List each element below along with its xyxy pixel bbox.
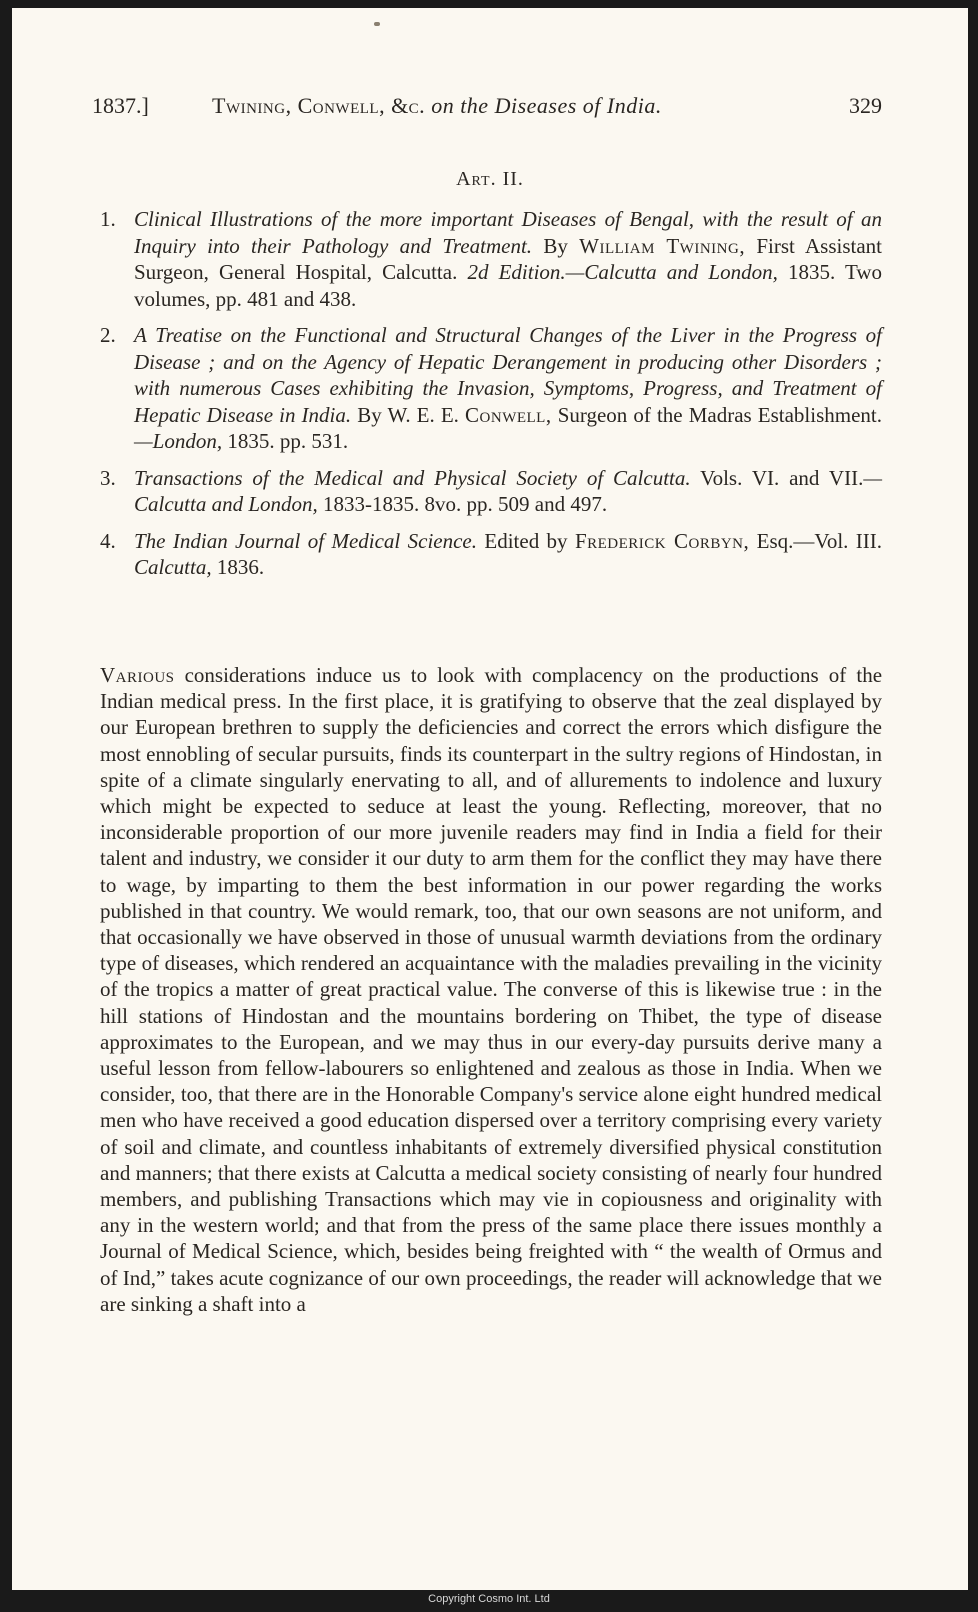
running-head-subject: on the Diseases of India.	[431, 93, 662, 118]
reference-tail: 1835. Two volumes, pp. 481 and 438.	[134, 260, 882, 311]
book-page	[12, 8, 968, 1590]
reference-item	[100, 322, 882, 455]
reference-number: 3.	[100, 465, 116, 490]
body-paragraph	[100, 662, 882, 1317]
reference-tail: 1833-1835. 8vo. pp. 509 and 497.	[323, 492, 608, 516]
reference-tail: 1835. pp. 531.	[227, 429, 349, 453]
reference-edition: 2d Edition.—Calcutta and London,	[467, 260, 778, 284]
reference-by: By	[543, 233, 568, 258]
reference-number: 1.	[100, 207, 116, 231]
running-head-title	[212, 88, 662, 124]
reference-number: 2.	[100, 323, 116, 347]
reference-title: A Treatise on the Functional and Structural Changes of the Liver in the Progress of Disease ; and on the Agency of Hepatic Derangement in producing other Disorders ; with numerous Cases exhibiting the Invasion, Symptoms, Progress, and Treatment of Hepatic Disease in India.	[134, 323, 882, 427]
reference-number: 4.	[100, 528, 116, 553]
reference-item	[100, 528, 882, 581]
page-number: 329	[849, 93, 882, 118]
reference-item	[100, 206, 882, 312]
reference-detail: First Assistant Surgeon, General Hospital, Calcutta.	[134, 233, 883, 284]
copyright-footer: Copyright Cosmo Int. Ltd	[428, 1593, 550, 1605]
reference-author: William Twining,	[579, 233, 746, 258]
reference-author: Frederick Corbyn,	[574, 528, 750, 553]
article-number: Art. II.	[456, 168, 524, 190]
reference-tail: 1836.	[216, 555, 265, 579]
reference-edition: —London,	[134, 429, 223, 453]
body-lead-word: Various	[100, 663, 175, 687]
body-text: considerations induce us to look with complacency on the productions of the Indian medical press. In the first place, it is gratifying to observe that the zeal displayed by our European brethren to supply the deficiencies and correct the errors which disfigure the most ennobling of secular pursuits, finds its counterpart in the sultry regions of Hindostan, in spite of a climate singularly enervating to all, and of allurements to indolence and luxury which might be expected to seduce at least the young. Reflecting, moreover, that no inconsiderable proportion of our more juvenile readers may find in India a field for their talent and industry, we consider it our duty to arm them for the conflict they may have there to wage, by imparting to them the best information in our power regarding the works published in that country. We would remark, too, that our own seasons are not uniform, and that occasionally we have observed in those of unusual warmth deviations from the ordinary type of diseases, which rendered an acquaintance with the maladies prevailing in the vicinity of the tropics a matter of great practical value. The converse of this is likewise true : in the hill stations of Hindostan and the mountains bordering on Thibet, the type of disease approximates to the European, and we may thus in our every-day pursuits derive many a useful lesson from fellow-labourers so enlightened and zealous as those in India. When we consider, too, that there are in the Honorable Company's service alone eight hundred medical men who have received a good education dispersed over a territory comprising every variety of soil and climate, and countless inhabitants of extremely diversified physical constitution and manners; that there exists at Calcutta a medical society consisting of nearly four hundred members, and publishing Transactions which may vie in copiousness and originality with any in the western world; and that from the press of the same place there issues monthly a Journal of Medical Science, which, besides being freighted with “ the wealth of Ormus and of Ind,” takes acute cognizance of our own proceedings, the reader will acknowledge that we are sinking a shaft into a	[100, 663, 883, 1316]
running-head	[92, 88, 882, 124]
reference-edition: —Calcutta and London,	[134, 465, 883, 516]
reference-detail: Esq.—Vol. III.	[756, 528, 883, 553]
reference-by: Vols. VI. and VII.	[700, 465, 864, 490]
reference-detail: Surgeon of the Madras Establishment.	[557, 402, 883, 427]
reference-edition: Calcutta,	[134, 555, 212, 579]
running-head-authors: Twining, Conwell, &c.	[212, 93, 426, 118]
reference-title: Transactions of the Medical and Physical Society of Calcutta.	[134, 465, 691, 490]
reference-list	[100, 206, 882, 591]
reference-by: Edited by	[484, 528, 568, 553]
running-head-year: 1837.]	[92, 93, 149, 118]
reference-title: The Indian Journal of Medical Science.	[134, 528, 477, 553]
reference-author: Conwell,	[465, 402, 552, 427]
reference-title: Clinical Illustrations of the more important Diseases of Bengal, with the result of an Inquiry into their Pathology and Treatment.	[134, 207, 882, 258]
reference-by: By W. E. E.	[357, 402, 459, 427]
reference-item	[100, 465, 882, 518]
ink-mark	[374, 22, 380, 26]
